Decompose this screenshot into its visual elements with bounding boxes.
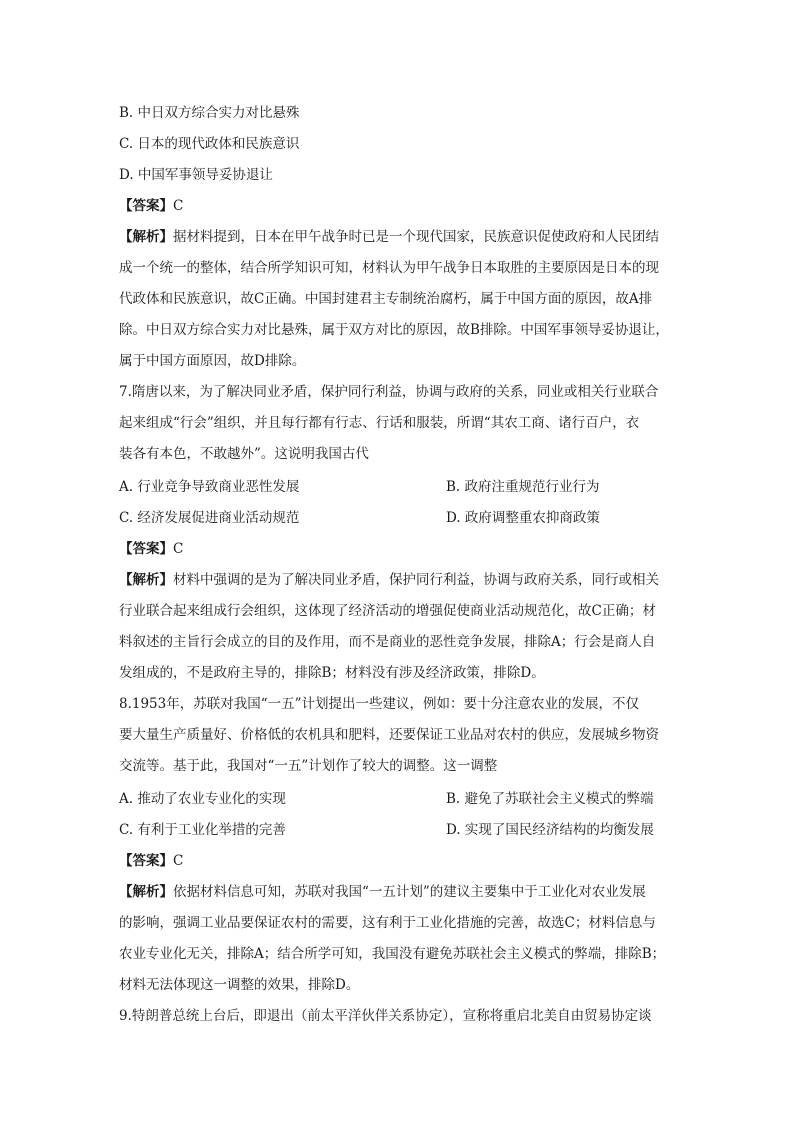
q6-analysis-line: 属于中国方面原因，故D排除。 [119, 353, 306, 369]
q6-analysis-line: 成一个统一的整体，结合所学知识可知，材料认为甲午战争日本取胜的主要原因是日本的现 [119, 260, 659, 276]
q7-option-b: B. 政府注重规范行业行为 [446, 479, 600, 495]
q7-stem-line: 起来组成“行会”组织，并且每行都有行志、行话和服装，所谓“其农工商、诸行百户，衣 [119, 415, 640, 431]
q7-analysis-line: 行业联合起来组成行会组织，这体现了经济活动的增强促使商业活动规范化，故C正确；材 [119, 603, 656, 619]
q6-analysis-line: 【解析】据材料提到，日本在甲午战争时已是一个现代国家，民族意识促使政府和人民团结 [119, 229, 659, 245]
q7-stem-line: 7.隋唐以来，为了解决同业矛盾，保护同行利益，协调与政府的关系，同业或相关行业联合 [119, 384, 659, 400]
q7-option-a: A. 行业竞争导致商业恶性发展 [119, 479, 300, 495]
q6-option-b: B. 中日双方综合实力对比悬殊 [119, 105, 300, 121]
q8-option-c: C. 有利于工业化举措的完善 [119, 822, 286, 838]
q6-analysis-line: 除。中日双方综合实力对比悬殊，属于双方对比的原因，故B排除。中国军事领导妥协退让， [119, 322, 669, 338]
q8-stem-line: 要大量生产质量好、价格低的农机具和肥料，还要保证工业品对农村的供应，发展城乡物资 [119, 727, 659, 743]
q8-analysis-line: 的影响，强调工业品要保证农村的需要，这有利于工业化措施的完善，故选C；材料信息与 [119, 915, 656, 931]
answer-tag: 【答案】 [119, 198, 173, 214]
q7-option-d: D. 政府调整重农抑商政策 [446, 510, 600, 526]
q8-option-b: B. 避免了苏联社会主义模式的弊端 [446, 791, 654, 807]
q7-stem-line: 装各有本色，不敢越外”。这说明我国古代 [119, 446, 369, 462]
q7-analysis-line: 发组成的，不是政府主导的，排除B；材料没有涉及经济政策，排除D。 [119, 665, 545, 681]
q6-analysis-line: 代政体和民族意识，故C正确。中国封建君主专制统治腐朽，属于中国方面的原因，故A排 [119, 291, 653, 307]
q8-answer [119, 851, 679, 871]
q8-stem-line: 交流等。基于此，我国对“一五”计划作了较大的调整。这一调整 [119, 758, 498, 774]
q8-analysis-line: 【解析】依据材料信息可知，苏联对我国“一五计划”的建议主要集中于工业化对农业发展 [119, 884, 646, 900]
q7-option-c: C. 经济发展促进商业活动规范 [119, 510, 300, 526]
q6-answer [119, 196, 679, 216]
q6-option-d: D. 中国军事领导妥协退让 [119, 167, 273, 183]
answer-tag: 【答案】 [119, 853, 173, 869]
q6-option-c: C. 日本的现代政体和民族意识 [119, 136, 300, 152]
q8-analysis-line: 农业专业化无关，排除A；结合所学可知，我国没有避免苏联社会主义模式的弊端，排除B； [119, 946, 666, 962]
q8-stem-line: 8.1953年，苏联对我国“一五”计划提出一些建议，例如：要十分注意农业的发展，不仅 [119, 696, 640, 712]
q9-stem-line: 9.特朗普总统上台后，即退出（前太平洋伙伴关系协定），宣称将重启北美自由贸易协定谈 [119, 1008, 652, 1024]
q7-analysis-line: 料叙述的主旨行会成立的目的及作用，而不是商业的恶性竞争发展，排除A；行会是商人自 [119, 634, 656, 650]
q8-option-d: D. 实现了国民经济结构的均衡发展 [446, 822, 654, 838]
answer-value: C [173, 198, 184, 214]
q7-answer [119, 539, 679, 559]
analysis-tag: 【解析】 [119, 229, 173, 245]
q7-analysis-line: 【解析】材料中强调的是为了解决同业矛盾，保护同行利益，协调与政府关系，同行或相关 [119, 572, 659, 588]
q8-option-a: A. 推动了农业专业化的实现 [119, 791, 286, 807]
answer-value: C [173, 853, 184, 869]
answer-value: C [173, 541, 184, 557]
analysis-tag: 【解析】 [119, 884, 173, 900]
answer-tag: 【答案】 [119, 541, 173, 557]
analysis-tag: 【解析】 [119, 572, 173, 588]
q8-analysis-line: 材料无法体现这一调整的效果，排除D。 [119, 977, 360, 993]
